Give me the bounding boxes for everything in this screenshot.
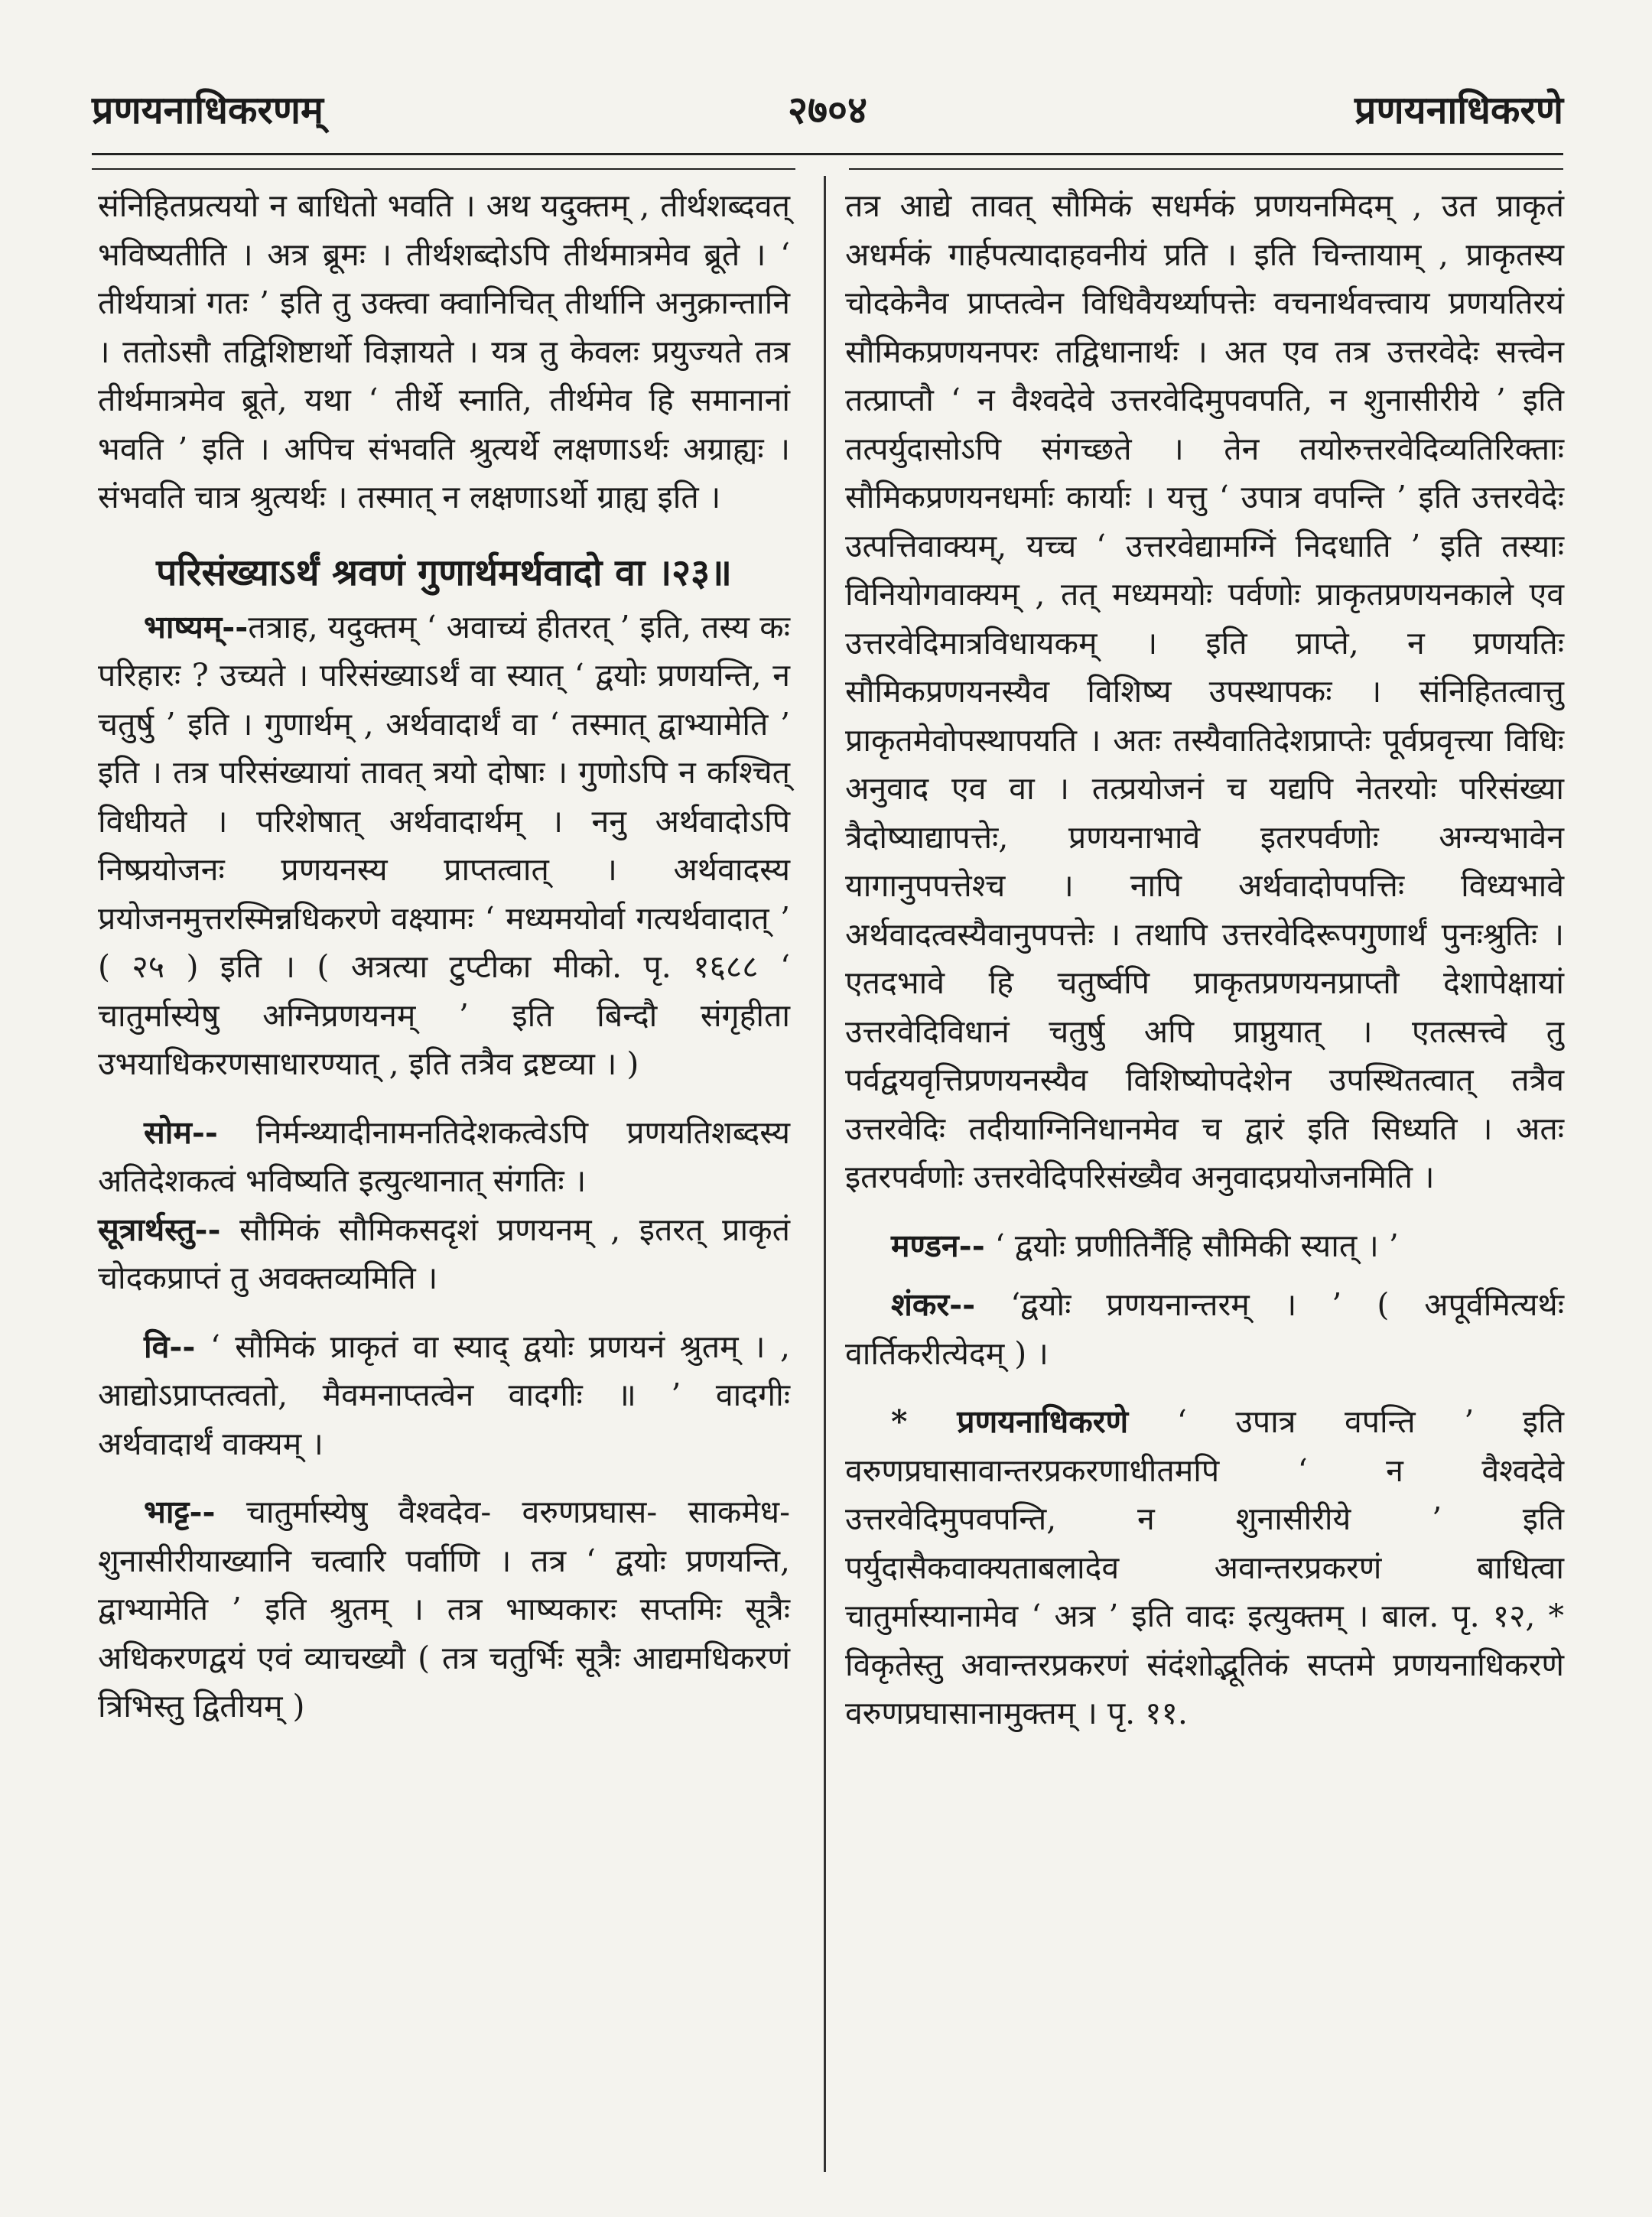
paragraph-continuation: संनिहितप्रत्ययो न बाधितो भवति । अथ यदुक्तम् , तीर्थशब्दवत् भविष्यतीति । अत्र ब्रूमः । तीर्थशब्दोऽपि तीर्थमात्रमेव ब्रूते । ‘ तीर्थयात्रां गतः ’ इति तु उक्त्वा क्वानिचित् तीर्थानि अनुक्रान्तानि । ततोऽसौ तद्विशिष्टार्थो विज्ञायते । यत्र तु केवलः प्रयुज्यते तत्र तीर्थमात्रमेव ब्रूते, यथा ‘ तीर्थे स्नाति, तीर्थमेव हि समानानां भवति ’ इति । अपिच संभवति श्रुत्यर्थे लक्षणाऽर्थः अग्राह्यः । संभवति चात्र श्रुत्यर्थः । तस्मात् न लक्षणाऽर्थो ग्राह्य इति । [98,187,790,515]
left-column-top-rule [92,168,795,170]
left-column [98,182,790,1731]
paragraph-lead: शंकर-- [891,1286,976,1323]
column-divider [824,176,826,2172]
paragraph-soma: सोम-- निर्मन्थ्यादीनामनतिदेशकत्वेऽपि प्रणयतिशब्दस्य अतिदेशकत्वं भविष्यति इत्युत्थानात् संगतिः । [98,1113,790,1199]
header-rule [92,153,1563,155]
paragraph-footnote: * प्रणयनाधिकरणे ‘ उपात्र वपन्ति ’ इति वरुणप्रघासावान्तरप्रकरणाधीतमपि ‘ न वैश्वदेवे उत्तरवेदिमुपवपन्ति, न शुनासीरीये ’ इति पर्युदासैकवाक्यताबलादेव अवान्तरप्रकरणं बाधित्वा चातुर्मास्यानामेव ‘ अत्र ’ इति वादः इत्युक्तम् । बाल. पृ. १२, * विकृतेस्तु अवान्तरप्रकरणं संदंशोद्भूतिकं सप्तमे प्रणयनाधिकरणे वरुणप्रघासानामुक्तम् । पृ. ११. [845,1403,1564,1731]
paragraph-shankara: शंकर-- ‘द्वयोः प्रणयनान्तरम् । ’ ( अपूर्वमित्यर्थः वार्तिकरीत्येदम् ) । [845,1286,1564,1372]
paragraph-main: तत्र आद्ये तावत् सौमिकं सधर्मकं प्रणयनमिदम् , उत प्राकृतं अधर्मकं गार्हपत्यादाहवनीयं प्रति । इति चिन्तायाम् , प्राकृतस्य चोदकेनैव प्राप्तत्वेन विधिवैयर्थ्यापत्तेः वचनार्थवत्त्वाय प्रणयतिरयं सौमिकप्रणयनपरः तद्विधानार्थः । अत एव तत्र उत्तरवेदेः सत्त्वेन तत्प्राप्तौ ‘ न वैश्वदेवे उत्तरवेदिमुपवपति, न शुनासीरीये ’ इति तत्पर्युदासोऽपि संगच्छते । तेन तयोरुत्तरवेदिव्यतिरिक्ताः सौमिकप्रणयनधर्माः कार्याः । यत्तु ‘ उपात्र वपन्ति ’ इति उत्तरवेदेः उत्पत्तिवाक्यम्, यच्च ‘ उत्तरवेद्यामग्निं निदधाति ’ इति तस्याः विनियोगवाक्यम् , तत् मध्यमयोः पर्वणोः प्राकृतप्रणयनकाले एव उत्तरवेदिमात्रविधायकम् । इति प्राप्ते, न प्रणयतिः सौमिकप्रणयनस्यैव विशिष्य उपस्थापकः । संनिहितत्वात्तु प्राकृतमेवोपस्थापयति । अतः तस्यैवातिदेशप्राप्तेः पूर्वप्रवृत्त्या विधिः अनुवाद एव वा । तत्प्रयोजनं च यद्यपि नेतरयोः परिसंख्या त्रैदोष्याद्यापत्तेः, प्रणयनाभावे इतरपर्वणोः अग्न्यभावेन यागानुपपत्तेश्च । नापि अर्थवादोपपत्तिः विध्यभावे अर्थवादत्वस्यैवानुपपत्तेः । तथापि उत्तरवेदिरूपगुणार्थं पुनःश्रुतिः । एतदभावे हि चतुर्ष्वपि प्राकृतप्रणयनप्राप्तौ देशापेक्षायां उत्तरवेदिविधानं चतुर्षु अपि प्राप्नुयात् । एतत्सत्त्वे तु पर्वद्वयवृत्तिप्रणयनस्यैव विशिष्योपदेशेन उपस्थितत्वात् तत्रैव उत्तरवेदिः तदीयाग्निनिधानमेव च द्वारं इति सिध्यति । अतः इतरपर्वणोः उत्तरवेदिपरिसंख्यैव अनुवादप्रयोजनमिति । [845,187,1564,1195]
paragraph-lead: वि-- [144,1328,196,1365]
paragraph-lead: सोम-- [144,1113,218,1151]
sutra-verse: परिसंख्याऽर्थं श्रवणं गुणार्थमर्थवादो वा ।२३॥ [156,551,732,594]
paragraph-vi: वि-- ‘ सौमिकं प्राकृतं वा स्याद् द्वयोः प्रणयनं श्रुतम् । , आद्योऽप्राप्तत्वतो, मैवमनाप्तत्वेन वादगीः ॥ ’ वादगीः अर्थवादार्थं वाक्यम् । [98,1328,790,1462]
running-title-left: प्रणयनाधिकरणम् [92,87,324,132]
paragraph-lead: * प्रणयनाधिकरणे [891,1403,1129,1440]
paragraph-mandana: मण्डन-- ‘ द्वयोः प्रणीतिर्नैहि सौमिकी स्यात् । ’ [891,1227,1399,1264]
paragraph-lead: भाट्ट-- [144,1494,216,1530]
paragraph-lead: भाष्यम्-- [144,608,249,645]
paragraph-lead: सूत्रार्थस्तु-- [98,1211,221,1248]
paragraph-bhatta: भाट्ट-- चातुर्मास्येषु वैश्वदेव- वरुणप्रघास- साकमेध- शुनासीरीयाख्यानि चत्वारि पर्वाणि । तत्र ‘ द्वयोः प्रणयन्ति, द्वाभ्यामेति ’ इति श्रुतम् । तत्र भाष्यकारः सप्तमिः सूत्रैः अधिकरणद्वयं एवं व्याचख्यौ ( तत्र चतुर्भिः सूत्रैः आद्यमधिकरणं त्रिभिस्तु द्वितीयम् ) [98,1494,790,1725]
paragraph-lead: मण्डन-- [891,1227,985,1264]
page-header [92,83,1563,151]
paragraph-sutrartha: सूत्रार्थस्तु-- सौमिकं सौमिकसदृशं प्रणयनम् , इतरत् प्राकृतं चोदकप्राप्तं तु अवक्तव्यमिति । [98,1211,790,1296]
right-column [845,182,1564,1738]
page-number: २७०४ [788,87,867,132]
running-title-right: प्रणयनाधिकरणे [1354,87,1563,132]
right-column-top-rule [849,168,1563,170]
paragraph-bhashya: भाष्यम्--तत्राह, यदुक्तम् ‘ अवाच्यं हीतरत् ’ इति, तस्य कः परिहारः ? उच्यते । परिसंख्याऽर्थं वा स्यात् ‘ द्वयोः प्रणयन्ति, न चतुर्षु ’ इति । गुणार्थम् , अर्थवादार्थं वा ‘ तस्मात् द्वाभ्यामेति ’ इति । तत्र परिसंख्यायां तावत् त्रयो दोषाः । गुणोऽपि न कश्चित् विधीयते । परिशेषात् अर्थवादार्थम् । ननु अर्थवादोऽपि निष्प्रयोजनः प्रणयनस्य प्राप्तत्वात् । अर्थवादस्य प्रयोजनमुत्तरस्मिन्नधिकरणे वक्ष्यामः ‘ मध्यमयोर्वा गत्यर्थवादात् ’ ( २५ ) इति । ( अत्रत्या टुप्टीका मीको. पृ. १६८८ ‘ चातुर्मास्येषु अग्निप्रणयनम् ’ इति बिन्दौ संगृहीता उभयाधिकरणसाधारण्यात् , इति तत्रैव द्रष्टव्या । ) [98,608,790,1082]
